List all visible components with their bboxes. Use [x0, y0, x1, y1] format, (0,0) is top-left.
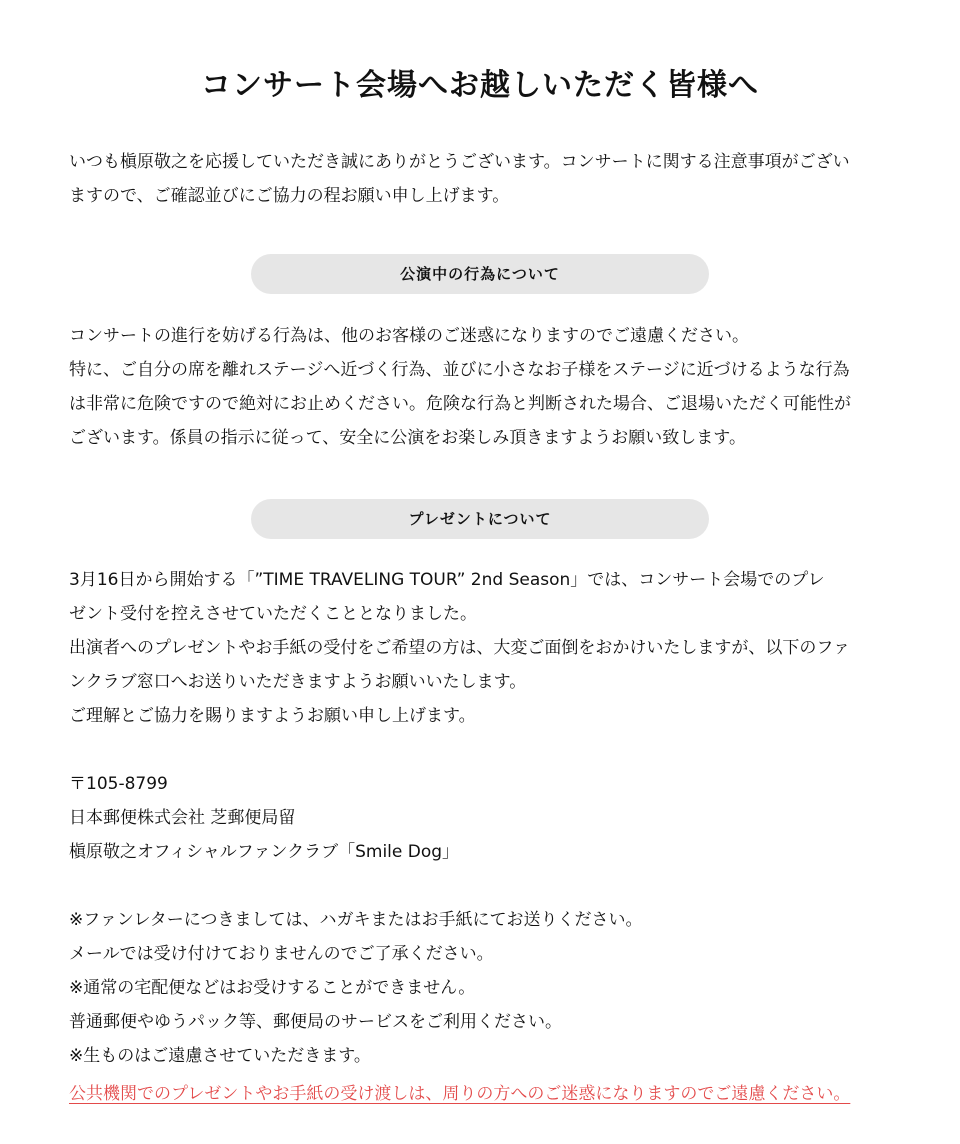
body-line: 特に、ご自分の席を離れステージへ近づく行為、並びに小さなお子様をステージに近づけるような行為 [69, 360, 850, 380]
note-line: ※生ものはご遠慮させていただきます。 [69, 1046, 371, 1066]
page-title: コンサート会場へお越しいただく皆様へ [201, 68, 759, 103]
note-line: 普通郵便やゆうパック等、郵便局のサービスをご利用ください。 [69, 1012, 562, 1032]
warning-text: 公共機関でのプレゼントやお手紙の受け渡しは、周りの方へのご迷惑になりますのでご遠慮ください。 [69, 1084, 851, 1104]
body-line: ゼント受付を控えさせていただくこととなりました。 [69, 604, 477, 624]
note-line: ※ファンレターにつきましては、ハガキまたはお手紙にてお送りください。 [69, 910, 643, 930]
mailing-address [69, 767, 891, 869]
body-line: 出演者へのプレゼントやお手紙の受付をご希望の方は、大変ご面倒をおかけいたしますが、以下のファ [69, 638, 850, 658]
spacer [69, 869, 891, 903]
section-conduct-body [69, 319, 891, 455]
intro-line: ますので、ご確認並びにご協力の程お願い申し上げます。 [69, 186, 510, 206]
notes-list [69, 903, 891, 1073]
intro-line: いつも槇原敬之を応援していただき誠にありがとうございます。コンサートに関する注意事項がござい [69, 152, 850, 172]
note-line: ※通常の宅配便などはお受けすることができません。 [69, 978, 476, 998]
section-heading-presents: プレゼントについて [251, 499, 709, 539]
address-line: 槇原敬之オフィシャルファンクラブ「Smile Dog」 [69, 842, 460, 862]
note-line: メールでは受け付けておりませんのでご了承ください。 [69, 944, 494, 964]
intro-text [69, 145, 891, 213]
section-presents-body [69, 563, 891, 1109]
body-line: は非常に危険ですので絶対にお止めください。危険な行為と判断された場合、ご退場いただく可能性が [69, 394, 851, 414]
spacer [69, 733, 891, 767]
body-line: 3月16日から開始する「”TIME TRAVELING TOUR” 2nd Season」では、コンサート会場でのプレ [69, 570, 825, 590]
body-line: コンサートの進行を妨げる行為は、他のお客様のご迷惑になりますのでご遠慮ください。 [69, 326, 749, 346]
body-line: ンクラブ窓口へお送りいただきますようお願いいたします。 [69, 672, 527, 692]
section-heading-conduct: 公演中の行為について [251, 254, 709, 294]
address-line: 日本郵便株式会社 芝郵便局留 [69, 808, 296, 828]
body-line: ご理解とご協力を賜りますようお願い申し上げます。 [69, 706, 476, 726]
body-line: ございます。係員の指示に従って、安全に公演をお楽しみ頂きますようお願い致します。 [69, 428, 746, 448]
address-line: 〒105-8799 [69, 774, 168, 794]
